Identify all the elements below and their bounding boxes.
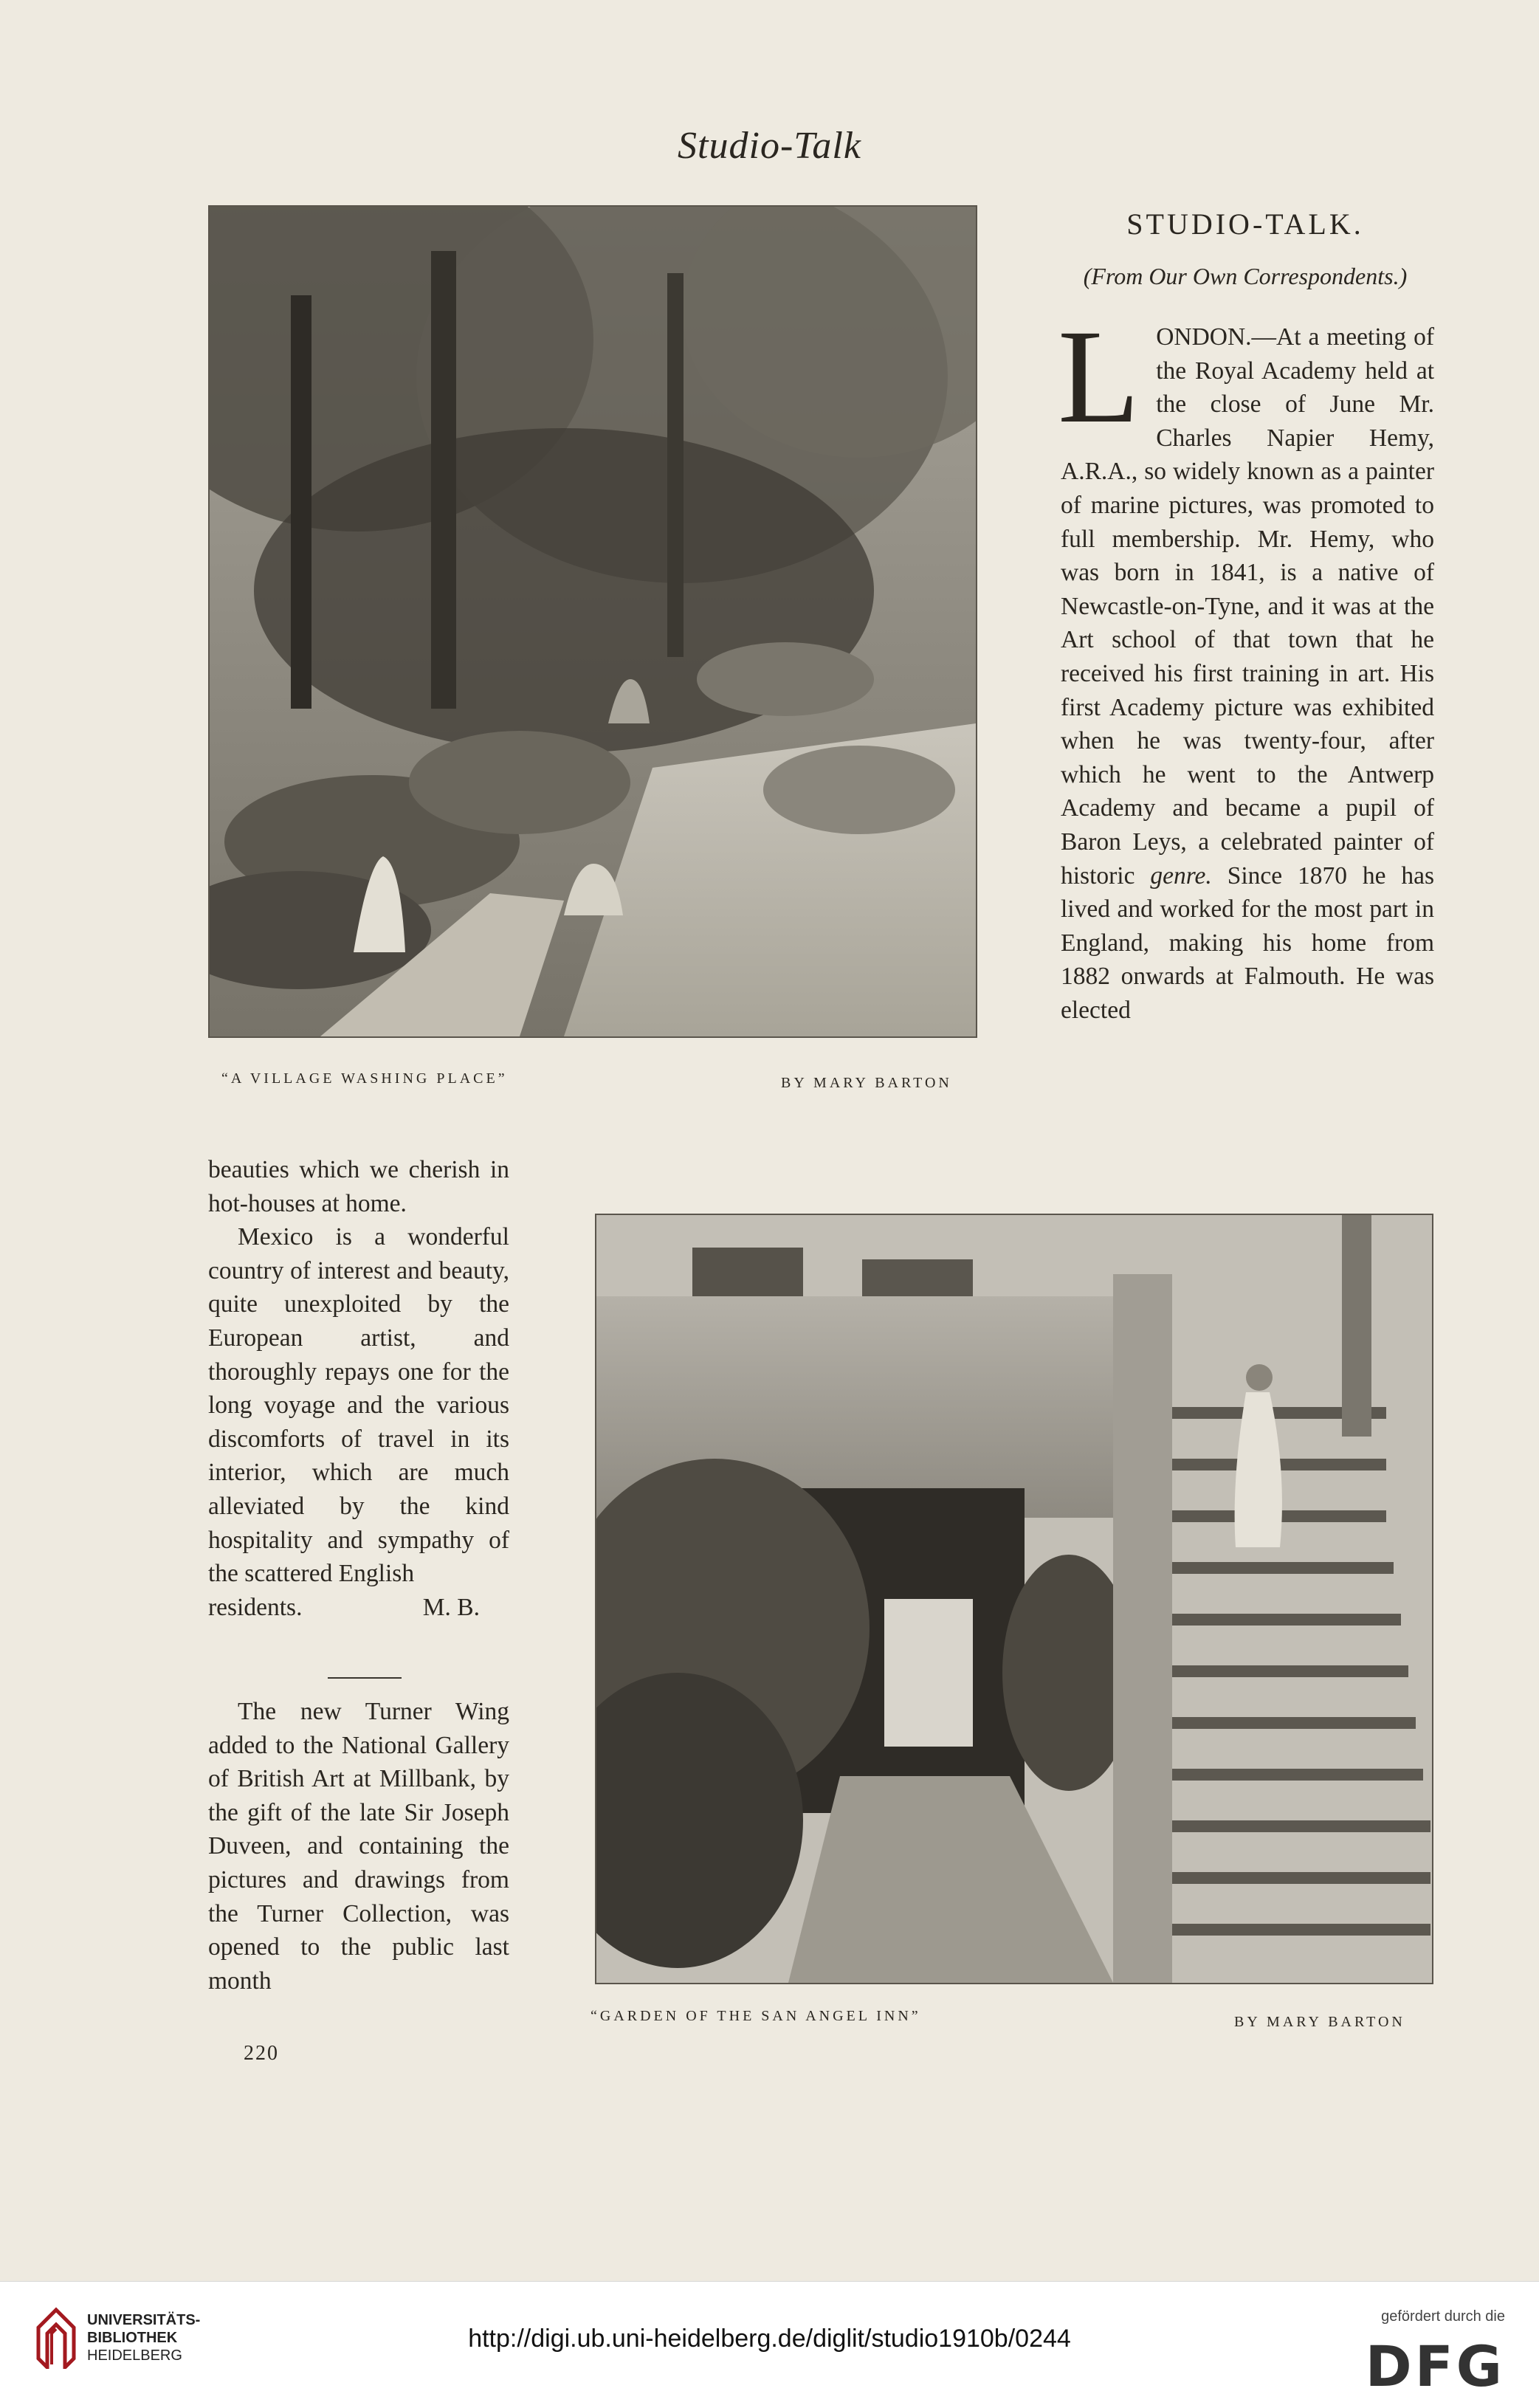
signature: M. B.	[422, 1593, 480, 1621]
section-title: STUDIO-TALK.	[1126, 207, 1364, 241]
signature-line	[208, 1591, 509, 1625]
genre-italic: genre.	[1150, 861, 1212, 890]
library-name-line3: HEIDELBERG	[87, 2347, 182, 2364]
page-number: 220	[244, 2042, 279, 2065]
permalink-url[interactable]: http://digi.ub.uni-heidelberg.de/diglit/studio1910b/0244	[468, 2325, 1071, 2353]
section-subtitle: (From Our Own Correspondents.)	[1083, 263, 1408, 289]
dfg-logo: DFG	[1365, 2333, 1505, 2399]
left-column-text	[208, 1153, 509, 1624]
washing-place-illustration	[210, 207, 976, 1036]
paragraph-mexico	[208, 1220, 509, 1591]
funded-by-text: gefördert durch die	[1381, 2308, 1505, 2325]
article-text-continued: Since 1870 he has lived and worked for the most part in England, making his home from 1882 onwards at Falmouth. He was elected	[1061, 861, 1435, 1024]
digitization-footer	[0, 2281, 1539, 2408]
right-column-text	[1058, 303, 1435, 1027]
article-text: ONDON.—At a meeting of the Royal Academy held at the close of June Mr. Charles Napier Hemy, A.R.A., so widely known as a painter of marine pictures, was promoted to full membership. Mr. Hemy, who was born in 1841, is a native of Newcastle-on-Tyne, and it was at the Art school of that town that he received his first training in art. His first Academy picture was exhibited when he was twenty-four, after which he went to the Antwerp Academy and became a pupil of Baron Leys, a celebrated painter of historic	[1061, 323, 1434, 890]
garden-illustration	[596, 1215, 1432, 1983]
plate2-caption-title: “GARDEN OF THE SAN ANGEL INN”	[591, 2008, 921, 2024]
paragraph-mexico-text: Mexico is a wonderful country of interest and beauty, quite unexploited by the European artist, and thoroughly repays one for the long voyage and the various discomforts of travel in its interior, which are much alleviated by the kind hospitality and sympathy of the scattered English	[208, 1223, 509, 1588]
paragraph-turner-wing: The new Turner Wing added to the National Gallery of British Art at Millbank, by the gift of the late Sir Joseph Duveen, and containing the pictures and drawings from the Turner Collection, was opened to the public last month	[208, 1698, 509, 1995]
plate2-caption-artist: BY MARY BARTON	[1234, 2014, 1405, 2030]
drop-cap: L	[1058, 303, 1140, 451]
paragraph-hot-houses: beauties which we cherish in hot-houses at home.	[208, 1156, 509, 1217]
library-name-line2: BIBLIOTHEK	[87, 2330, 178, 2346]
running-head: Studio-Talk	[678, 125, 861, 167]
library-name-line1: UNIVERSITÄTS-	[87, 2312, 201, 2328]
plate1-caption-title: “A VILLAGE WASHING PLACE”	[221, 1070, 508, 1087]
plate1-caption-artist: BY MARY BARTON	[781, 1075, 952, 1091]
paragraph-mexico-end: residents.	[208, 1593, 303, 1621]
section-rule	[328, 1677, 402, 1679]
left-column-text-2	[208, 1695, 509, 1998]
plate-village-washing-place	[208, 205, 977, 1038]
plate-garden-san-angel-inn	[595, 1214, 1433, 1984]
